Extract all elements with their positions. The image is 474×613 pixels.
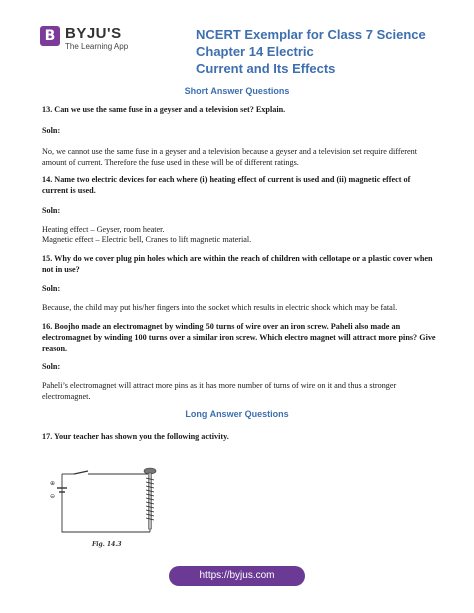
svg-text:⊕: ⊕ [50,480,56,487]
document-title-line-2: Current and Its Effects [196,61,336,76]
soln-label-14: Soln: [42,206,61,215]
answer-16: Paheli’s electromagnet will attract more pins as it has more number of turns of wire on it and thus a stronger electromagnet. [42,381,397,401]
soln-label-15: Soln: [42,284,61,293]
document-title-line-1: NCERT Exemplar for Class 7 Science Chapter 14 Electric [196,27,426,59]
question-17: 17. Your teacher has shown you the following activity. [42,432,229,441]
answer-14-magnetic: Magnetic effect – Electric bell, Cranes to lift magnetic material. [42,235,252,244]
section-heading-short: Short Answer Questions [184,86,290,96]
figure-caption: Fig. 14.3 [92,541,122,548]
question-13: 13. Can we use the same fuse in a geyser and a television set? Explain. [42,105,286,114]
circuit-diagram-icon [40,458,180,558]
section-heading-long: Long Answer Questions [185,409,289,419]
byjus-logo-icon: B [40,26,60,46]
document-title [196,26,446,77]
brand-tagline: The Learning App [65,42,129,51]
question-16: 16. Boojho made an electromagnet by winding 50 turns of wire over an iron screw. Paheli also made an electromagnet by winding 100 turns over a similar iron screw. Which electro magnet will attract more pins? Give reason. [42,322,436,353]
soln-label-13: Soln: [42,126,61,135]
brand-name: BYJU'S [65,25,122,42]
question-14: 14. Name two electric devices for each where (i) heating effect of current is used and (ii) magnetic effect of current is used. [42,175,411,195]
svg-text:⊖: ⊖ [50,493,56,500]
footer-url-link[interactable]: https://byjus.com [169,566,305,586]
answer-13: No, we cannot use the same fuse in a geyser and a television because a geyser and a television set require different amount of current. Therefore the fuse used in these will be of different ratings. [42,147,417,167]
question-15: 15. Why do we cover plug pin holes which are within the reach of children with cellotape or a plastic cover when not in use? [42,254,433,274]
soln-label-16: Soln: [42,362,61,371]
page-header [0,0,474,75]
answer-15: Because, the child may put his/her fingers into the socket which results in electric shock which may be fatal. [42,303,398,312]
answer-14-heating: Heating effect – Geyser, room heater. [42,225,165,234]
circuit-figure [40,458,180,558]
